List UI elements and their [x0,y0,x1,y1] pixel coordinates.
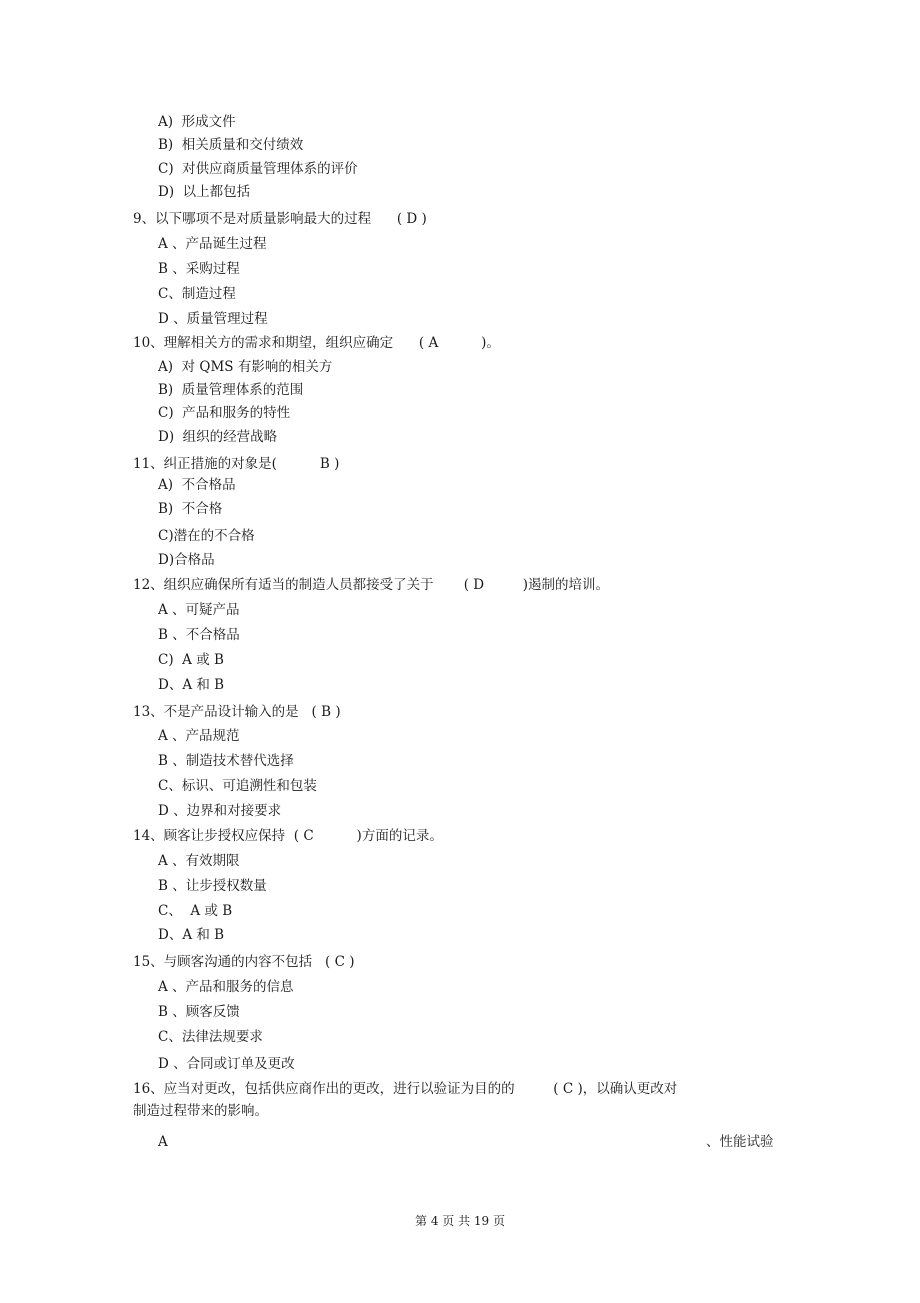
option-line: D 、合同或订单及更改 [158,1056,295,1072]
question-9: 9、以下哪项不是对质量影响最大的过程 ( D ) [133,211,427,227]
option-line: C) 对供应商质量管理体系的评价 [158,161,358,177]
option-line: B 、不合格品 [158,627,240,643]
option-line: B) 质量管理体系的范围 [158,382,304,398]
question-15: 15、与顾客沟通的内容不包括 ( C ) [133,954,355,970]
option-line: B) 不合格 [158,501,223,517]
option-line: D) 组织的经营战略 [158,429,278,445]
option-line: C、制造过程 [158,286,236,302]
option-line: D、A 和 B [158,927,225,943]
option-line: A 、产品和服务的信息 [158,979,294,995]
question-16: 16、应当对更改，包括供应商作出的更改，进行以验证为目的的 ( C )，以确认更改对 [133,1081,678,1097]
question-10: 10、理解相关方的需求和期望，组织应确定 ( A )。 [133,335,500,351]
option-line: C、法律法规要求 [158,1029,263,1045]
question-14: 14、顾客让步授权应保持 ( C )方面的记录。 [133,828,443,844]
option-line: A 、产品诞生过程 [158,236,267,252]
option-line: B 、顾客反馈 [158,1004,240,1020]
option-line: A 、可疑产品 [158,602,240,618]
option-line: C) A 或 B [158,652,224,668]
option-line: C、 A 或 B [158,903,233,919]
option-line: C)潜在的不合格 [158,528,255,544]
question-13: 13、不是产品设计输入的是 ( B ) [133,704,341,720]
option-line: D 、边界和对接要求 [158,803,282,819]
option-line: A [158,1134,168,1150]
question-12: 12、组织应确保所有适当的制造人员都接受了关于 ( D )遏制的培训。 [133,577,609,593]
option-line: A) 形成文件 [158,114,236,130]
page-footer: 第 4 页 共 19 页 [415,1214,505,1228]
option-line: D) 以上都包括 [158,184,251,200]
option-line: A) 对 QMS 有影响的相关方 [158,359,333,375]
option-line: A 、产品规范 [158,728,240,744]
option-line: B) 相关质量和交付绩效 [158,137,304,153]
option-text-right: 、性能试验 [706,1134,774,1150]
option-line: C) 产品和服务的特性 [158,405,291,421]
question-16-continued: 制造过程带来的影响。 [133,1103,268,1119]
question-11: 11、纠正措施的对象是( B ) [133,456,340,472]
option-line: A 、有效期限 [158,853,240,869]
option-line: B 、让步授权数量 [158,878,267,894]
option-line: D)合格品 [158,552,215,568]
option-line: B 、采购过程 [158,261,240,277]
option-line: B 、制造技术替代选择 [158,753,294,769]
option-line: D、A 和 B [158,677,225,693]
option-line: D 、质量管理过程 [158,311,268,327]
option-line: A) 不合格品 [158,477,236,493]
option-line: C、标识、可追溯性和包装 [158,778,317,794]
